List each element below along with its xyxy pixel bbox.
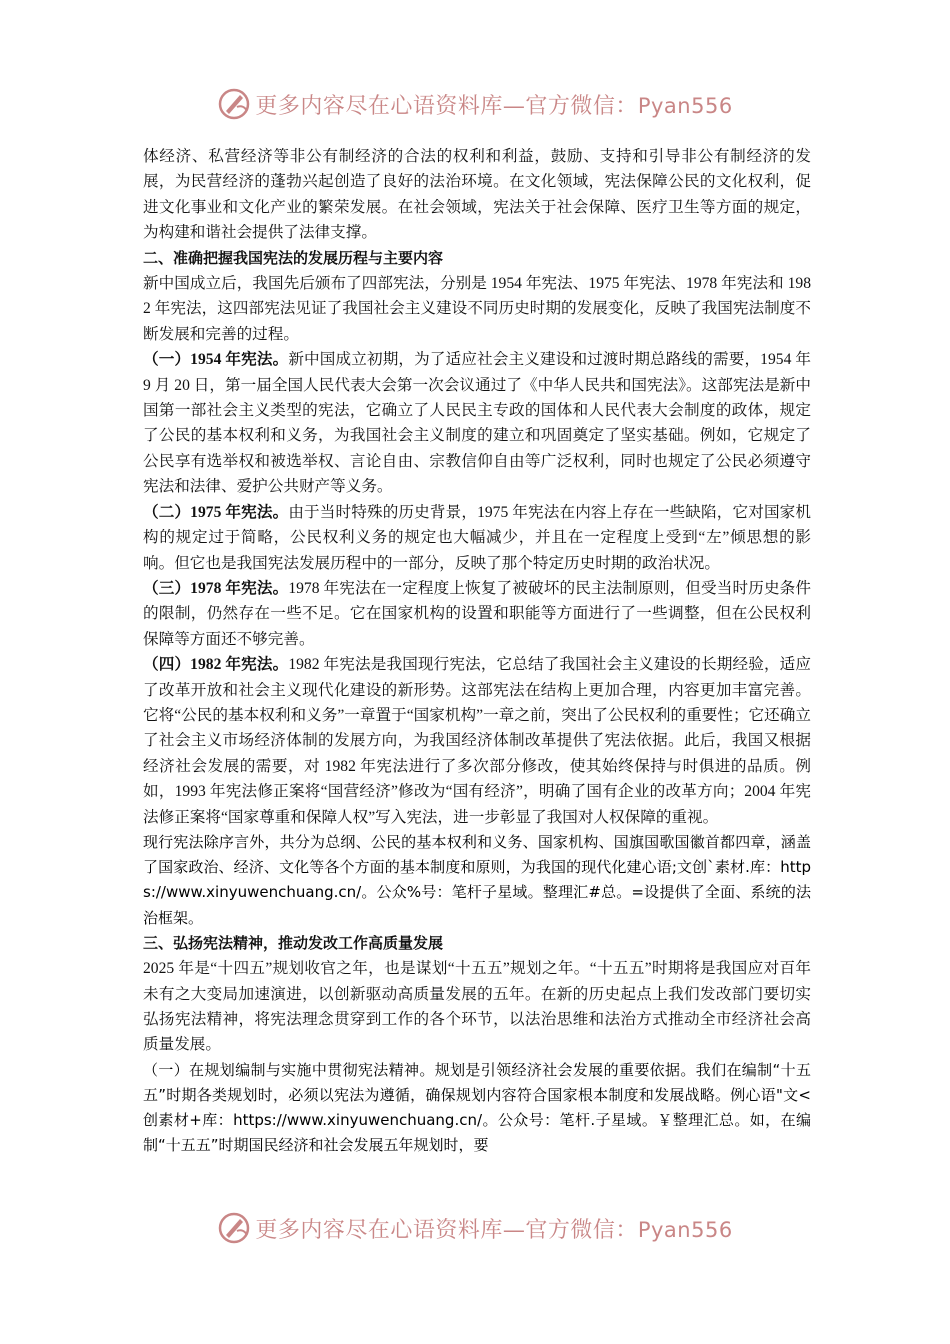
section-heading: 二、准确把握我国宪法的发展历程与主要内容 [143,248,444,267]
paragraph: 体经济、私营经济等非公有制经济的合法的权利和利益，鼓励、支持和引导非公有制经济的发展，为民营经济的蓬勃兴起创造了良好的法治环境。在文化领域，宪法保障公民的文化权利，促进文化事业和文化产业的繁荣发展。在社会领域，宪法关于社会保障、医疗卫生等方面的规定，为构建和谐社会提供了法律支撑。 [143,148,811,242]
header-banner [0,84,950,124]
paragraph [143,500,811,576]
banner-text: 更多内容尽在心语资料库—官方微信：Pyan556 [255,93,733,119]
paragraph: 2025 年是“十四五”规划收官之年，也是谋划“十五五”规划之年。“十五五”时期将是我国应对百年未有之大变局加速演进，以创新驱动高质量发展的五年。在新的历史起点上我们发改部门要切实弘扬宪法精神，将宪法理念贯穿到工作的各个环节，以法治思维和法治方式推动全市经济社会高质量发展。 [143,960,811,1054]
subsection-lead: （二）1975 年宪法。 [143,503,289,521]
brand-logo-icon [217,87,251,121]
paragraph [143,347,811,499]
paragraph-text: 1982 年宪法是我国现行宪法，它总结了我国社会主义建设的长期经验，适应了改革开放和社会主义现代化建设的新形势。这部宪法在结构上更加合理，内容更加丰富完善。它将“公民的基本权利和义务”一章置于“国家机构”一章之前，突出了公民权利的重要性；它还确立了社会主义市场经济体制的发展方向，为我国经济体制改革提供了宪法依据。此后，我国又根据经济社会发展的需要，对 1982 年宪法进行了多次部分修改，使其始终保持与时俱进的品质。例如，1993 年宪法修正案将“国营经济”修改为“国有经济”，明确了国有企业的改革方向；2004 年宪法修正案将“国家尊重和保障人权”写入宪法，进一步彰显了我国对人权保障的重视。 [143,656,811,826]
subsection-lead: （三）1978 年宪法。 [143,579,289,597]
subsection-lead: （四）1982 年宪法。 [143,656,289,674]
paragraph-text: 新中国成立初期，为了适应社会主义建设和过渡时期总路线的需要，1954 年 9 月 20 日，第一届全国人民代表大会第一次会议通过了《中华人民共和国宪法》。这部宪法是新中国第一部社会主义类型的宪法，它确立了人民民主专政的国体和人民代表大会制度的政体，规定了公民的基本权利和义务，为我国社会主义制度的建立和巩固奠定了坚实基础。例如，它规定了公民享有选举权和被选举权、言论自由、宗教信仰自由等广泛权利，同时也规定了公民必须遵守宪法和法律、爱护公共财产等义务。 [143,351,811,496]
document-body [143,144,811,1159]
brand-logo-icon [217,1211,251,1245]
paragraph [143,576,811,652]
paragraph-text: 由于当时特殊的历史背景，1975 年宪法在内容上存在一些缺陷，它对国家机构的规定过于简略，公民权利义务的规定也大幅减少，并且在一定程度上受到“左”倾思想的影响。但它也是我国宪法发展历程中的一部分，反映了那个特定历史时期的政治状况。 [143,503,811,572]
paragraph: 现行宪法除序言外，共分为总纲、公民的基本权利和义务、国家机构、国旗国歌国徽首都四章，涵盖了国家政治、经济、文化等各个方面的基本制度和原则，为我国的现代化建心语;文创`素材.库：https://www.xinyuwenchuang.cn/。公众%号：笔杆子星域。整理汇#总。=设提供了全面、系统的法治框架。 [143,832,811,927]
subsection-lead: （一）1954 年宪法。 [143,351,289,369]
paragraph: （一）在规划编制与实施中贯彻宪法精神。规划是引领经济社会发展的重要依据。我们在编制“十五五”时期各类规划时，必须以宪法为遵循，确保规划内容符合国家根本制度和发展战略。例心语"文<创素材+库：https://www.xinyuwenchuang.cn/。公众号：笔杆.子星域。￥整理汇总。如，在编制“十五五”时期国民经济和社会发展五年规划时，要 [143,1060,811,1155]
paragraph [143,652,811,830]
paragraph: 新中国成立后，我国先后颁布了四部宪法，分别是 1954 年宪法、1975 年宪法、1978 年宪法和 1982 年宪法，这四部宪法见证了我国社会主义建设不同历史时期的发展变化，反映了我国宪法制度不断发展和完善的过程。 [143,275,811,343]
section-heading: 三、弘扬宪法精神，推动发改工作高质量发展 [143,933,444,952]
paragraph-text: 1978 年宪法在一定程度上恢复了被破坏的民主法制原则，但受当时历史条件的限制，仍然存在一些不足。它在国家机构的设置和职能等方面进行了一些调整，但在公民权利保障等方面还不够完善。 [143,579,811,648]
banner-text: 更多内容尽在心语资料库—官方微信：Pyan556 [255,1217,733,1243]
footer-banner [0,1208,950,1248]
